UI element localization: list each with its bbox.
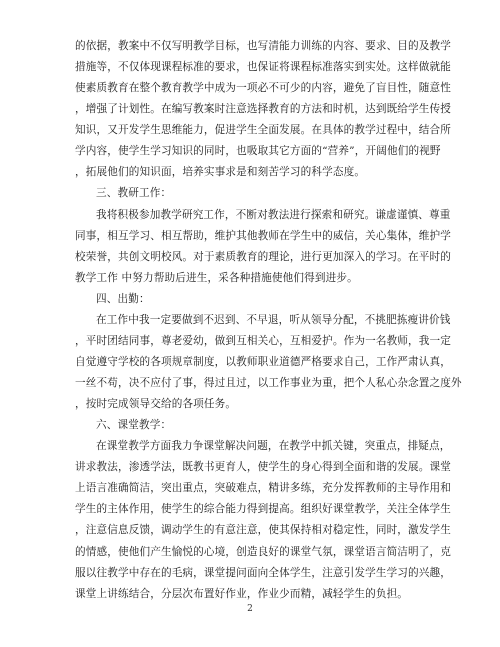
section-heading-teaching-research: 三、教研工作： <box>96 187 172 200</box>
paragraph-line: ，增强了计划性。在编写教案时注意选择教育的方法和时机，达到既给学生传授 <box>75 103 452 116</box>
paragraph-line: 一丝不苟，决不应付了事，得过且过，以工作事业为重，把个人私心杂念置之度外 <box>75 377 462 389</box>
paragraph-line: 在工作中我一定要做到不迟到、不早退，听从领导分配，不挑肥拣瘦讲价钱 <box>96 313 451 326</box>
paragraph-line: 讲求教法，渗透学法，既教书更育人，使学生的身心得到全面和谐的发展。课堂 <box>75 461 452 474</box>
page-number: 2 <box>247 604 253 614</box>
paragraph-line: 校荣誉，共创文明校风。对于素质教育的理论，进行更加深入的学习。在平时的 <box>75 250 452 263</box>
paragraph-line: 措施等，不仅体现课程标准的要求，也保证将课程标准落实到实处。这样做就能 <box>75 61 452 74</box>
paragraph-line: ，按时完成领导交给的各项任务。 <box>75 398 237 410</box>
paragraph-line: ，平时团结同事，尊老爱幼，做到互相关心，互相爱护。作为一名教师，我一定 <box>75 334 452 347</box>
paragraph-line: 使素质教育在整个教育教学中成为一项必不可少的内容，避免了盲目性，随意性 <box>75 82 452 95</box>
paragraph-line: 学内容，使学生学习知识的同时，也吸取其它方面的“营养”，开阔他们的视野 <box>75 145 441 158</box>
paragraph-line: 的情感，使他们产生愉悦的心境，创造良好的课堂气氛，课堂语言简洁明了，克 <box>75 545 452 558</box>
paragraph-line: 自觉遵守学校的各项规章制度，以教师职业道德严格要求自己，工作严肃认真， <box>75 355 452 368</box>
paragraph-line: 的依据，教案中不仅写明教学目标，也写清能力训练的内容、要求、目的及教学 <box>75 40 452 52</box>
section-heading-attendance: 四、出勤： <box>96 292 150 305</box>
paragraph-line: 学生的主体作用，使学生的综合能力得到提高。组织好课堂教学，关注全体学生 <box>75 503 452 516</box>
paragraph-line: 同事，相互学习、相互帮助，维护其他教师在学生中的威信，关心集体，维护学 <box>75 229 452 242</box>
paragraph-line: 知识，又开发学生思维能力，促进学生全面发展。在具体的教学过程中，结合所 <box>75 124 452 137</box>
section-heading-classroom-teaching: 六、课堂教学： <box>96 419 172 432</box>
paragraph-line: 教学工作 中努力帮助后进生，采各种措施使他们得到进步。 <box>75 271 358 284</box>
paragraph-line: ，注意信息反馈，调动学生的有意注意，使其保持相对稳定性，同时，激发学生 <box>75 524 452 537</box>
paragraph-line: 我将积极参加教学研究工作，不断对教法进行探索和研究。谦虚谨慎、尊重 <box>96 208 451 221</box>
paragraph-line: 在课堂教学方面我力争课堂解决问题，在教学中抓关键，突重点，排疑点， <box>96 440 451 453</box>
paragraph-line: 服以往教学中存在的毛病，课堂提问面向全体学生，注意引发学生学习的兴趣， <box>75 566 452 579</box>
paragraph-line: 上语言准确简洁，突出重点，突破难点，精讲多练，充分发挥教师的主导作用和 <box>75 482 452 495</box>
paragraph-line: 课堂上讲练结合，分层次布置好作业，作业少而精，减轻学生的负担。 <box>75 587 409 600</box>
paragraph-line: ，拓展他们的知识面，培养实事求是和刻苦学习的科学态度。 <box>75 166 366 179</box>
